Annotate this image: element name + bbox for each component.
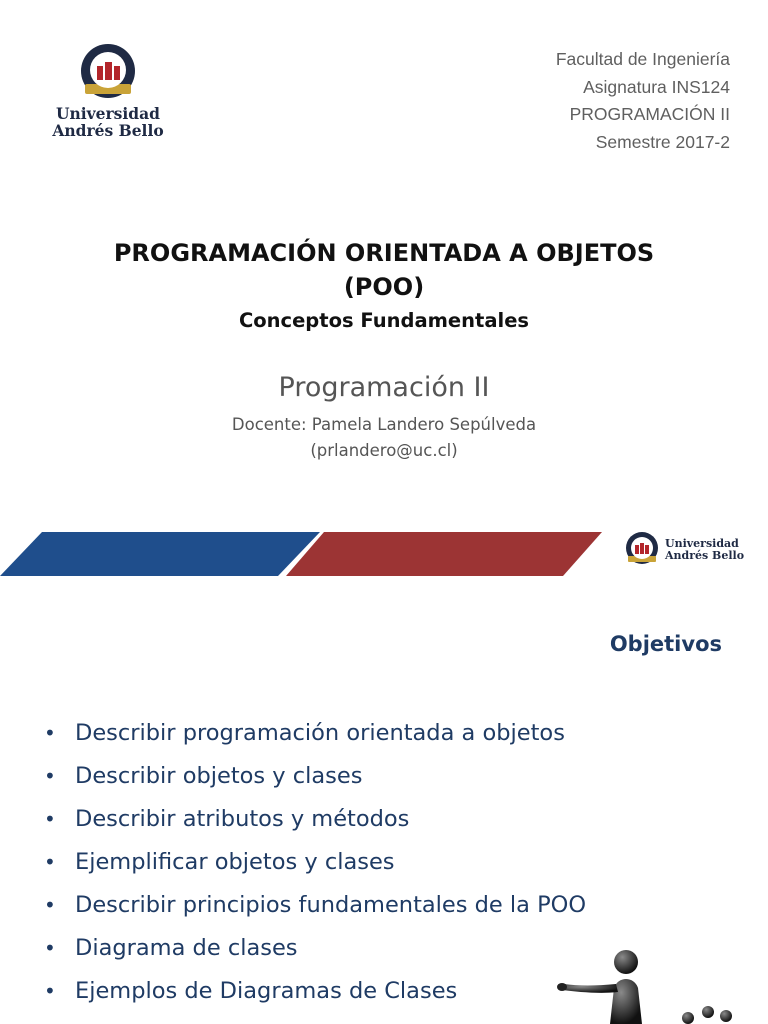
university-seal-small-icon — [626, 532, 658, 564]
bullet-icon: • — [44, 721, 56, 745]
course-code-label: Asignatura INS124 — [583, 76, 730, 97]
list-item — [44, 755, 684, 798]
bullet-icon: • — [44, 936, 56, 960]
objective-text: Describir principios fundamentales de la POO — [75, 892, 587, 918]
header-band-blue — [0, 532, 320, 576]
list-item — [44, 841, 684, 884]
pointing-figure-icon — [556, 948, 768, 1024]
slide-subtitle: Conceptos Fundamentales — [238, 309, 530, 332]
slide-title — [0, 236, 768, 304]
slide-title-line1: PROGRAMACIÓN ORIENTADA A OBJETOS — [113, 239, 655, 267]
list-item — [44, 712, 684, 755]
list-item — [44, 884, 684, 927]
logo-small-line2: Andrés Bello — [665, 548, 745, 562]
university-seal-icon — [81, 44, 135, 98]
bullet-icon: • — [44, 893, 56, 917]
course-name-label: PROGRAMACIÓN II — [569, 104, 730, 124]
faculty-label: Facultad de Ingeniería — [555, 49, 730, 69]
bullet-icon: • — [44, 807, 56, 831]
objective-text: Describir programación orientada a objetos — [75, 720, 565, 746]
objective-text: Describir objetos y clases — [75, 763, 363, 789]
objective-text: Describir atributos y métodos — [75, 806, 410, 832]
objective-text: Diagrama de clases — [75, 935, 298, 961]
bullet-icon: • — [44, 850, 56, 874]
objectives-title: Objetivos — [609, 632, 722, 656]
teacher-name: Docente: Pamela Landero Sepúlveda — [231, 415, 537, 434]
objective-text: Ejemplos de Diagramas de Clases — [75, 978, 458, 1004]
course-header — [556, 46, 730, 156]
slide-title-line2: (POO) — [343, 273, 425, 301]
objective-text: Ejemplificar objetos y clases — [75, 849, 395, 875]
logo-text-line1: Universidad — [55, 104, 161, 123]
university-logo — [52, 44, 164, 139]
bullet-icon: • — [44, 979, 56, 1003]
list-item — [44, 798, 684, 841]
header-band-red — [286, 532, 602, 576]
course-title: Programación II — [278, 372, 490, 403]
semester-label: Semestre 2017-2 — [595, 131, 730, 152]
logo-small-line1: Universidad — [665, 537, 739, 550]
bullet-icon: • — [44, 764, 56, 788]
objectives-slide — [0, 520, 768, 1024]
logo-text-line2: Andrés Bello — [52, 120, 164, 140]
teacher-email: (prlandero@uc.cl) — [310, 441, 458, 460]
